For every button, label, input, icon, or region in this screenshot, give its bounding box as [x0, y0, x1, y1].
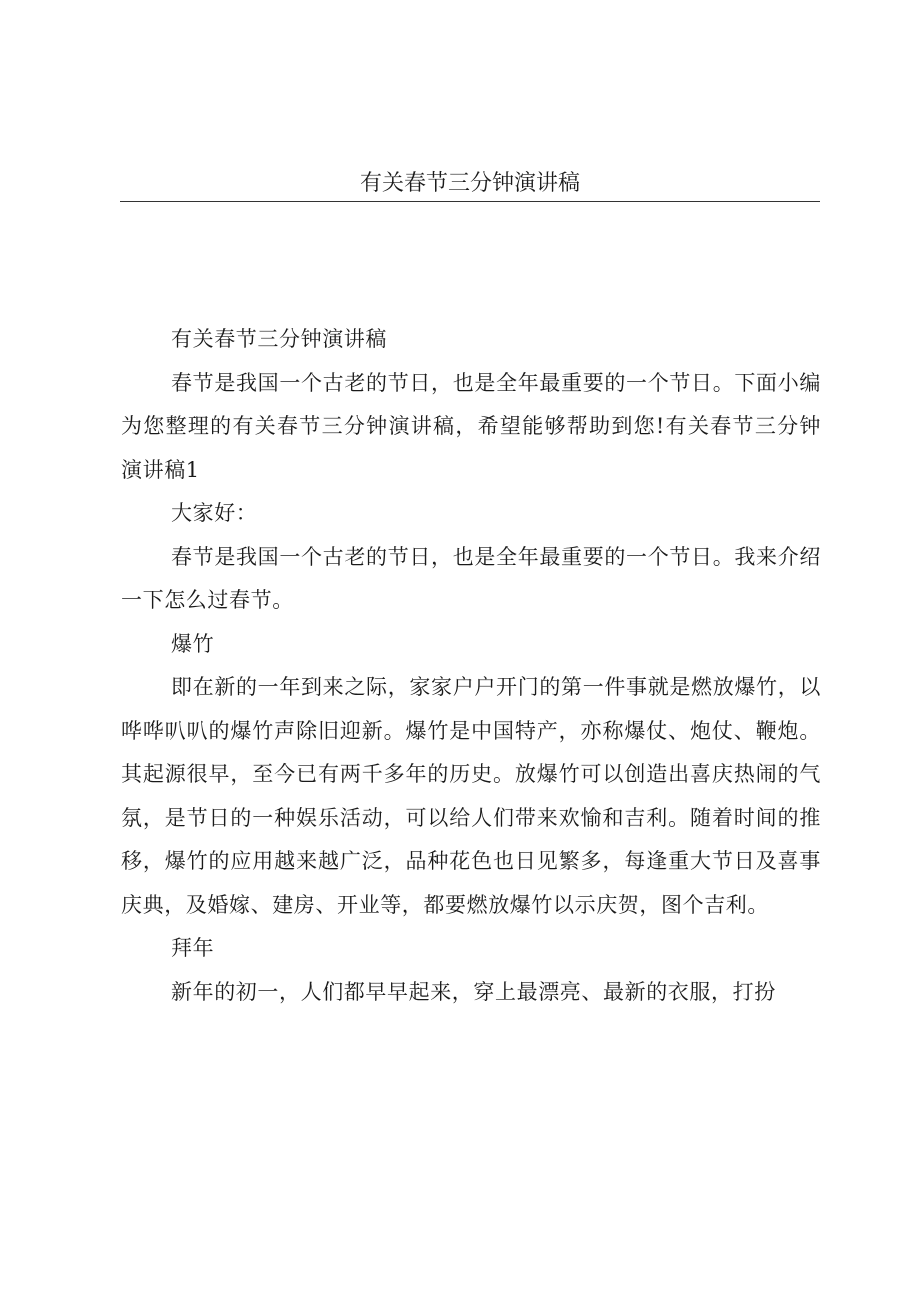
running-header-title: 有关春节三分钟演讲稿: [359, 171, 580, 196]
firecrackers-paragraph: 即在新的一年到来之际，家家户户开门的第一件事就是燃放爆竹，以哗哗叭叭的爆竹声除旧迎新。爆竹是中国特产，亦称爆仗、炮仗、鞭炮。其起源很早，至今已有两千多年的历史。放爆竹可以创造出喜庆热闹的气氛，是节日的一种娱乐活动，可以给人们带来欢愉和吉利。随着时间的推移，爆竹的应用越来越广泛，品种花色也日见繁多，每逢重大节日及喜事庆典，及婚嫁、建房、开业等，都要燃放爆竹以示庆贺，图个吉利。: [121, 675, 821, 917]
section-heading-firecrackers: 爆竹: [171, 631, 215, 656]
topic-intro-paragraph: 春节是我国一个古老的节日，也是全年最重要的一个节日。我来介绍一下怎么过春节。: [121, 544, 821, 612]
document-body: [121, 318, 821, 1014]
heading-title: 有关春节三分钟演讲稿: [171, 327, 387, 351]
section-heading-new-year-greetings: 拜年: [171, 936, 215, 960]
header-divider: [120, 201, 820, 202]
new-year-greetings-paragraph: 新年的初一，人们都早早起来，穿上最漂亮、最新的衣服，打扮: [171, 979, 776, 1004]
greeting-paragraph: 大家好：: [171, 501, 258, 525]
intro-paragraph: 春节是我国一个古老的节日，也是全年最重要的一个节日。下面小编为您整理的有关春节三分钟演讲稿，希望能够帮助到您!有关春节三分钟演讲稿1: [121, 370, 821, 482]
